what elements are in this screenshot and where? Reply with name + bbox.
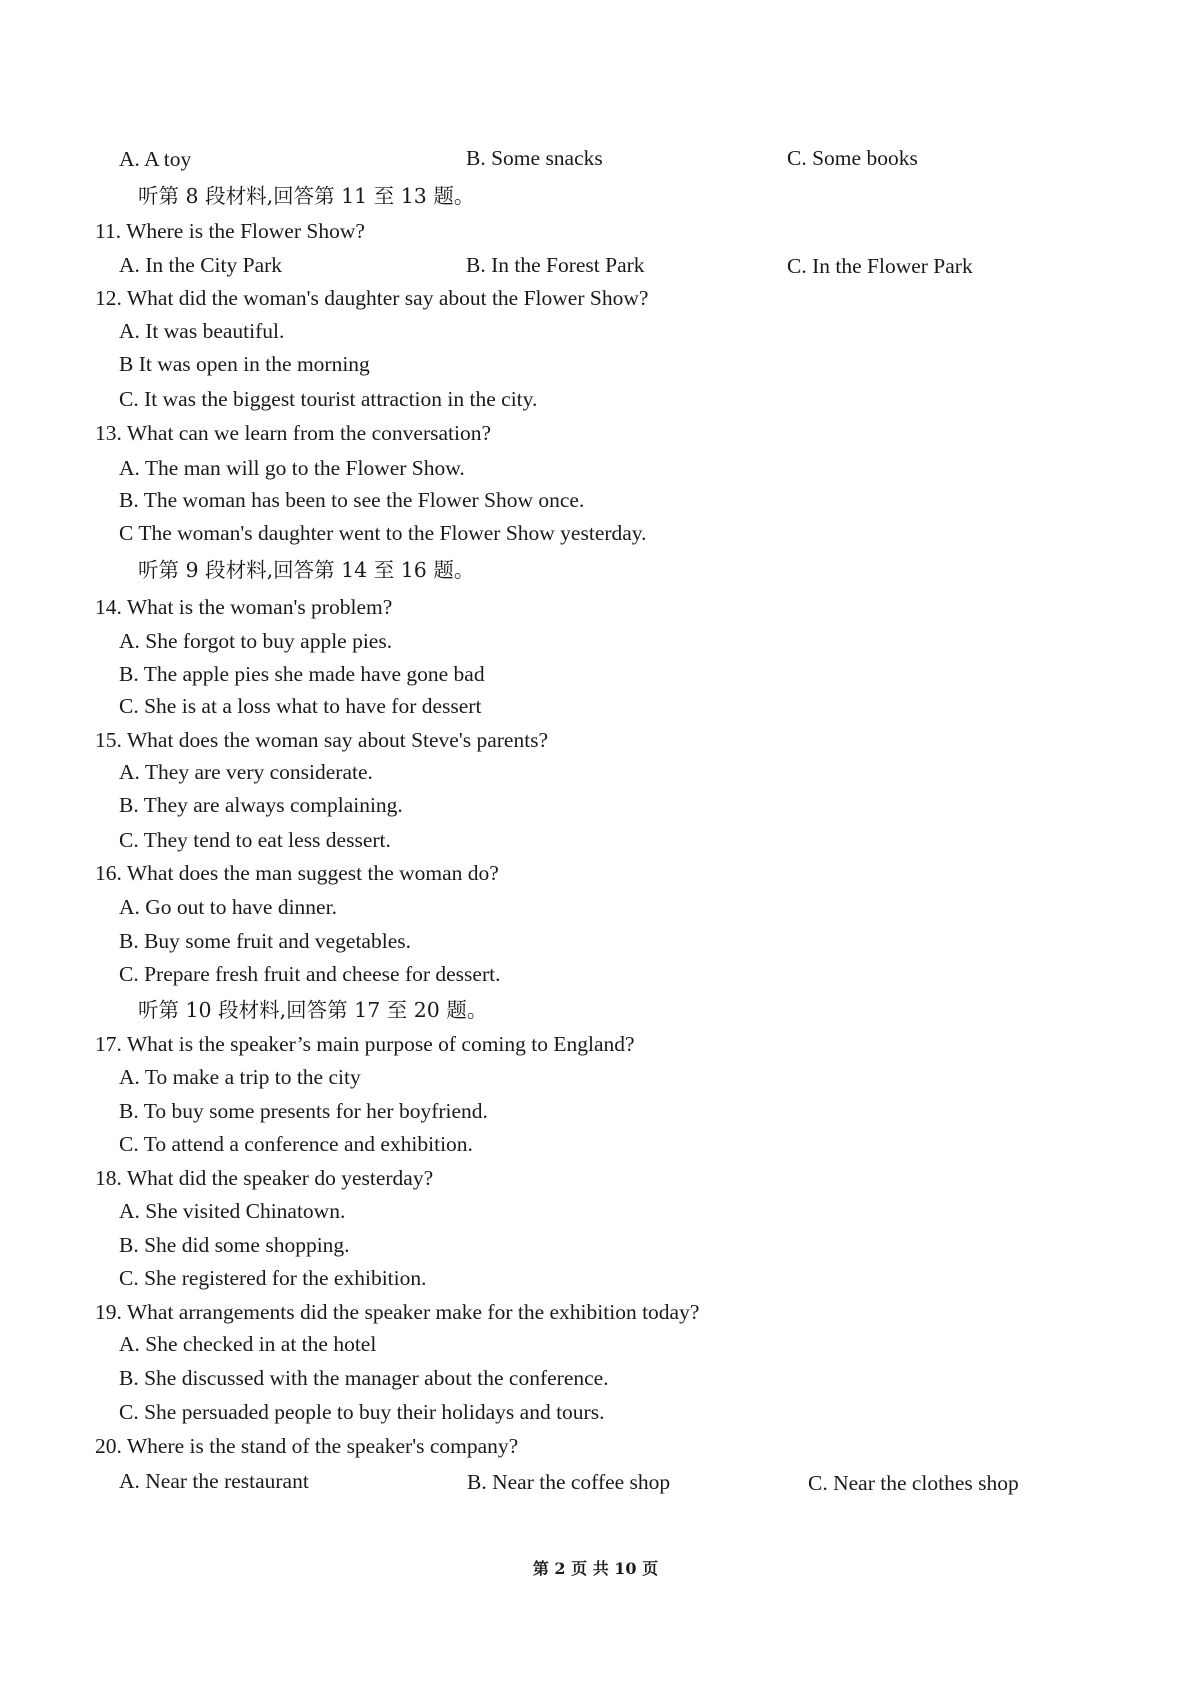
q10-option-c: C. Some books bbox=[787, 146, 918, 170]
q11-option-b: B. In the Forest Park bbox=[466, 253, 645, 277]
section-instruction-9: 听第 9 段材料,回答第 14 至 16 题。 bbox=[138, 558, 475, 582]
q14-option-b: B. The apple pies she made have gone bad bbox=[119, 662, 485, 686]
q10-option-a: A. A toy bbox=[119, 147, 192, 171]
q16-option-a: A. Go out to have dinner. bbox=[119, 895, 337, 919]
page-number-footer: 第 2 页 共 10 页 bbox=[532, 1559, 659, 1578]
q19-option-b: B. She discussed with the manager about the conference. bbox=[119, 1366, 609, 1390]
q12-option-c: C. It was the biggest tourist attraction in the city. bbox=[119, 387, 538, 411]
q20-stem: 20. Where is the stand of the speaker's company? bbox=[95, 1434, 519, 1458]
q17-option-b: B. To buy some presents for her boyfriend. bbox=[119, 1099, 488, 1123]
q20-option-b: B. Near the coffee shop bbox=[467, 1470, 671, 1494]
q13-option-b: B. The woman has been to see the Flower Show once. bbox=[119, 488, 585, 512]
section-instruction-8: 听第 8 段材料,回答第 11 至 13 题。 bbox=[138, 184, 475, 208]
q14-option-c: C. She is at a loss what to have for dessert bbox=[119, 694, 482, 718]
q18-option-b: B. She did some shopping. bbox=[119, 1233, 350, 1257]
q13-option-a: A. The man will go to the Flower Show. bbox=[119, 456, 465, 480]
q15-option-c: C. They tend to eat less dessert. bbox=[119, 828, 391, 852]
q16-stem: 16. What does the man suggest the woman do? bbox=[95, 861, 499, 885]
q18-option-a: A. She visited Chinatown. bbox=[119, 1199, 346, 1223]
q18-stem: 18. What did the speaker do yesterday? bbox=[95, 1166, 434, 1190]
q12-option-a: A. It was beautiful. bbox=[119, 319, 285, 343]
q13-option-c: C The woman's daughter went to the Flower Show yesterday. bbox=[119, 521, 647, 545]
q11-stem: 11. Where is the Flower Show? bbox=[95, 219, 365, 243]
q17-option-c: C. To attend a conference and exhibition. bbox=[119, 1132, 473, 1156]
q19-option-c: C. She persuaded people to buy their holidays and tours. bbox=[119, 1400, 605, 1424]
q17-stem: 17. What is the speaker’s main purpose of coming to England? bbox=[95, 1032, 635, 1056]
q14-option-a: A. She forgot to buy apple pies. bbox=[119, 629, 393, 653]
q10-option-b: B. Some snacks bbox=[466, 146, 603, 170]
q16-option-b: B. Buy some fruit and vegetables. bbox=[119, 929, 411, 953]
section-instruction-10: 听第 10 段材料,回答第 17 至 20 题。 bbox=[138, 998, 488, 1022]
q20-option-c: C. Near the clothes shop bbox=[808, 1471, 1019, 1495]
q11-option-a: A. In the City Park bbox=[119, 253, 283, 277]
q15-option-a: A. They are very considerate. bbox=[119, 760, 373, 784]
q12-stem: 12. What did the woman's daughter say about the Flower Show? bbox=[95, 286, 649, 310]
q12-option-b: B It was open in the morning bbox=[119, 352, 370, 376]
q13-stem: 13. What can we learn from the conversation? bbox=[95, 421, 491, 445]
q20-option-a: A. Near the restaurant bbox=[119, 1469, 309, 1493]
q19-option-a: A. She checked in at the hotel bbox=[119, 1332, 377, 1356]
q17-option-a: A. To make a trip to the city bbox=[119, 1065, 361, 1089]
q16-option-c: C. Prepare fresh fruit and cheese for dessert. bbox=[119, 962, 501, 986]
q15-option-b: B. They are always complaining. bbox=[119, 793, 403, 817]
q18-option-c: C. She registered for the exhibition. bbox=[119, 1266, 427, 1290]
q15-stem: 15. What does the woman say about Steve's parents? bbox=[95, 728, 549, 752]
q11-option-c: C. In the Flower Park bbox=[787, 254, 973, 278]
q14-stem: 14. What is the woman's problem? bbox=[95, 595, 393, 619]
q19-stem: 19. What arrangements did the speaker make for the exhibition today? bbox=[95, 1300, 700, 1324]
